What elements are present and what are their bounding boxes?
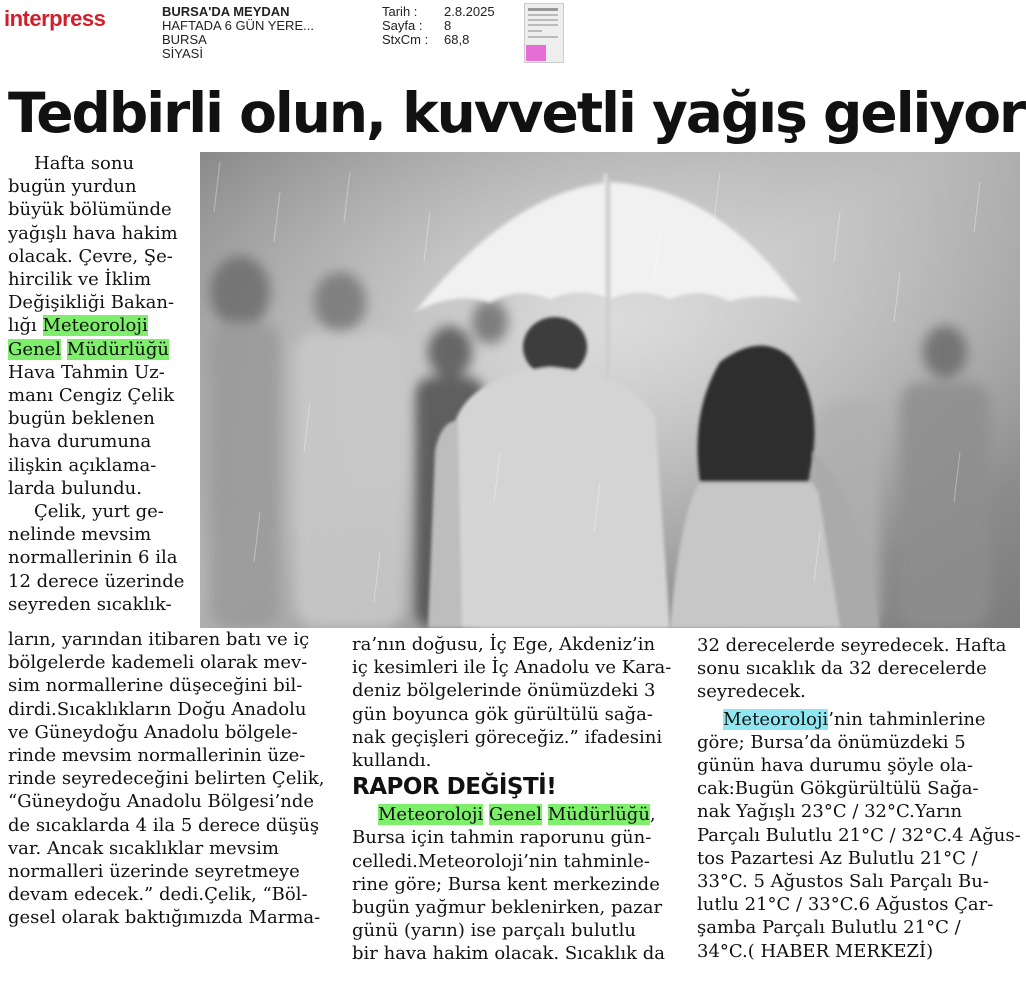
publication-name: BURSA'DA MEYDAN [162,4,290,19]
text-line: büyük bölümünde [8,199,172,221]
text-line: rinde seyredeceğini belirten Çelik, [8,768,325,790]
text-line: lutlu 21°C / 33°C.6 Ağustos Çar- [697,894,994,916]
text-fragment: lığı [8,315,37,337]
text-line: göre; Bursa’da önümüzdeki 5 [697,731,966,753]
article-column-3 [697,634,1022,963]
highlight-meteoroloji: Meteoroloji [378,804,484,826]
text-line: nak Yağışlı 23°C / 32°C.Yarın [697,801,963,823]
text-line: bir hava hakim olacak. Sıcaklık da [352,943,666,965]
interpress-logo: interpress [4,6,106,31]
text-line: olacak. Çevre, Şe- [8,245,173,267]
text-line: cak:Bugün Gökgürültülü Sağa- [697,778,979,800]
text-line: tos Pazartesi Az Bulutlu 21°C / [697,847,978,869]
text-line: de sıcaklarda 4 ila 5 derece düşüş [8,814,320,836]
text-line: var. Ancak sıcaklıklar mevsim [8,837,279,859]
article-column-1 [8,152,196,616]
article-location-marker [526,45,546,61]
paragraph-1 [8,152,196,500]
text-line: 32 derecelerde seyredecek. Hafta [697,635,1007,656]
text-line: ilişkin açıklama- [8,454,157,476]
subheading-rapor-degisti: RAPOR DEĞİŞTİ! [352,774,557,801]
text-line: bölgelerde kademeli olarak mev- [8,652,308,674]
text-line: sim normallerine düşeceğini bil- [8,675,303,697]
text-line [8,338,196,361]
text-line: Çelik, yurt ge- [34,501,164,523]
text-line: bugün beklenen [8,408,155,430]
page-thumbnail[interactable] [524,3,564,63]
stxcm-label: StxCm : [382,32,429,47]
text-line: rinde mevsim normallerinin üze- [8,745,306,767]
text-line: şamba Parçalı Bulutlu 21°C / [697,917,961,939]
text-line: Değişikliği Bakan- [8,292,175,314]
text-line: Parçalı Bulutlu 21°C / 32°C.4 Ağus- [697,824,1021,846]
highlight-meteoroloji: Meteoroloji [42,315,148,337]
text-line: normallerinin 6 ila [8,547,178,569]
article-photo [200,152,1020,628]
highlight-genel: Genel [488,804,542,826]
publication-info [162,5,372,61]
text-line: 34°C.( HABER MERKEZİ) [697,940,934,962]
text-line: dirdi.Sıcaklıkların Doğu Anadolu [8,698,307,720]
text-line: iç kesimleri ile İç Anadolu ve Kara- [352,657,672,679]
article-column-2 [352,633,672,966]
article-column-1-continued [8,628,340,930]
highlight-genel: Genel [8,338,62,360]
text-line: günü (yarın) ise parçalı bulutlu [352,920,636,942]
text-line: sonu sıcaklık da 32 derecelerde [697,658,987,680]
rain-umbrella-couple-image [200,152,1020,628]
publication-category: SİYASİ [162,46,203,61]
text-line: celledi.Meteoroloji’nin tahminle- [352,850,650,872]
text-line: hava durumuna [8,431,152,453]
text-line: bugün yağmur beklenirken, pazar [352,897,663,919]
stxcm-value: 68,8 [444,32,470,47]
article-headline: Tedbirli olun, kuvvetli yağış geliyor [8,81,1025,145]
text-line: ların, yarından itibaren batı ve iç [8,629,310,650]
text-line: devam edecek.” dedi.Çelik, “Böl- [8,884,308,906]
paragraph-2 [8,500,196,616]
highlight-mudurlugu: Müdürlüğü [66,338,169,360]
text-line: hircilik ve İklim [8,269,152,291]
page-label: Sayfa : [382,18,423,33]
text-line [8,314,196,337]
text-line: Hava Tahmin Uz- [8,361,165,383]
text-line: manı Cengiz Çelik [8,385,175,407]
text-line: 33°C. 5 Ağustos Salı Parçalı Bu- [697,871,989,893]
text-line [697,708,1022,731]
text-line: gün boyunca gök gürültülü sağa- [352,703,653,725]
text-line: bugün yurdun [8,176,137,198]
highlight-mudurlugu: Müdürlüğü [547,804,650,826]
text-line: ra’nın doğusu, İç Ege, Akdeniz’in [352,634,656,655]
text-line: seyreden sıcaklık- [8,593,172,615]
date-label: Tarih : [382,4,418,19]
text-line: deniz bölgelerinde önümüzdeki 3 [352,680,656,702]
text-fragment: ’nin tahminlerine [828,708,986,730]
text-line: seyredecek. [697,681,806,703]
text-line: günün hava durumu şöyle ola- [697,755,974,777]
text-line: Bursa için tahmin raporunu gün- [352,827,652,849]
text-line: ve Güneydoğu Anadolu bölgele- [8,721,298,743]
page-value: 8 [444,18,452,33]
text-line: nelinde mevsim [8,524,152,546]
text-fragment: , [649,804,656,826]
text-line: gesel olarak baktığımızda Marma- [8,907,321,929]
text-line: kullandı. [352,750,432,772]
text-line: yağışlı hava hakim [8,222,178,244]
text-line [352,803,672,826]
text-line: normalleri üzerinde seyretmeye [8,861,300,883]
publication-city: BURSA [162,32,207,47]
text-line: larda bulundu. [8,477,142,499]
highlight-meteoroloji: Meteoroloji [723,708,829,730]
text-line: Hafta sonu [34,153,135,174]
text-line: nak geçişleri göreceğiz.” ifadesini [352,726,663,748]
text-line: 12 derece üzerinde [8,570,185,592]
publication-subtitle: HAFTADA 6 GÜN YERE... [162,18,314,33]
date-value: 2.8.2025 [444,4,495,19]
text-line: rine göre; Bursa kent merkezinde [352,873,660,895]
clipping-details [382,5,522,47]
text-line: “Güneydoğu Anadolu Bölgesi’nde [8,791,315,813]
